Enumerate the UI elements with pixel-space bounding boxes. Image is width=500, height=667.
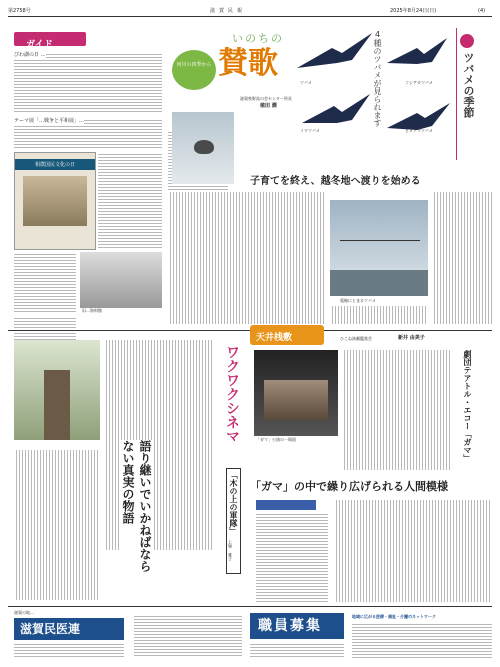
feature-title-small: いのちの [232, 32, 284, 45]
theater-series-badge [250, 325, 324, 345]
theater-stage-actors [264, 380, 328, 420]
theater-headline: 「ガマ」の中で繰り広げられる人間模様 [250, 480, 448, 493]
feature-side-title: ツバメの季節 [462, 52, 475, 118]
event-poster [14, 152, 96, 250]
feature-author-name: 植田 潤 [260, 103, 277, 109]
footer-org-contact [14, 642, 124, 658]
feature-body-left [168, 192, 326, 324]
guide-item-2-label: テーマ展「…戦争と平和展」… [14, 118, 85, 124]
theater-side-title: 劇団テアトル・エコー「ガマ」 [463, 350, 472, 462]
footer-org-banner [14, 618, 124, 640]
issue-number: 第2758号 [8, 8, 31, 14]
cinema-title: 「木の上の軍隊」 [226, 468, 241, 574]
feature-kicker-badge [172, 50, 216, 90]
theater-body-top [342, 350, 452, 470]
guide-item-3 [98, 152, 162, 248]
species-note: 4種のツバメが見られます [373, 30, 382, 127]
swallow-photo [172, 112, 234, 184]
wire-photo [330, 200, 428, 296]
theater-box-body [256, 512, 328, 602]
wire-line [340, 240, 420, 241]
header-rule [8, 16, 492, 17]
bird-label-1: ツバメ [300, 80, 312, 85]
feature-photo-caption: 電線にとまるツバメ [340, 298, 376, 303]
feature-kicker: 河川の四季から [176, 62, 212, 68]
cinema-author: 上堀 雅子 [228, 540, 233, 561]
event-poster-title: 相撲国民文化の日 [15, 159, 95, 170]
footer-hospital-list [134, 614, 242, 658]
theater-author: 新井 由美子 [398, 335, 425, 341]
theater-box-title-bar [256, 500, 316, 510]
footer-rule [8, 606, 492, 607]
side-title-badge [460, 34, 474, 48]
footer-recruit-details [250, 642, 344, 658]
page-number: (4) [478, 8, 486, 14]
feature-author-org: 滋賀県野鳥の会センター所長 [240, 96, 292, 101]
footer-org: 滋賀民医連 [20, 622, 81, 636]
cinema-tree-photo [14, 340, 100, 440]
footer-recruit: 職員募集 [258, 618, 322, 634]
theater-photo-caption: 「ガマ」公演の一場面 [256, 437, 296, 442]
guide-photo-caption: 旧…資料館 [82, 308, 102, 313]
feature-body-right [432, 192, 492, 324]
theater-body-bottom [334, 500, 492, 602]
footer-network: 地域に広がる医療・福祉・介護のネットワーク [352, 614, 436, 619]
footer-notice: 滋賀の地… [14, 610, 34, 615]
guide-item-1 [14, 52, 162, 114]
cinema-body-left [14, 450, 100, 600]
guide-item-4 [14, 252, 76, 312]
event-poster-image [23, 176, 87, 226]
feature-headline: 子育てを終え、越冬地へ渡りを始める [250, 176, 421, 187]
footer-recruit-banner [250, 613, 344, 639]
theater-author-org: ひこね演劇鑑賞会 [340, 336, 372, 341]
guide-label [14, 32, 86, 50]
guide-item-1-label: びわ湖の日 … [14, 52, 46, 58]
guide-photo [80, 252, 162, 308]
bird-label-3: イワツバメ [300, 128, 320, 133]
side-title-rule [456, 28, 457, 160]
publisher-name: 滋賀民報 [210, 8, 247, 14]
feature-title-big: 賛歌 [218, 46, 278, 81]
issue-date: 2025年8月24日(日) [390, 8, 437, 14]
theater-stage-photo [254, 350, 338, 436]
cinema-subtitle: 語り継いでいかねばならない真実の物語 [120, 440, 154, 580]
wire-photo-hills [330, 270, 428, 296]
bird-label-4: ヒメアマツバメ [405, 128, 433, 133]
footer-network-body [352, 622, 492, 658]
feature-body-mid [330, 306, 428, 324]
cinema-series: ワクワクシネマ [224, 345, 240, 443]
swallow-photo-bird [194, 140, 214, 154]
bird-label-2: コシアカツバメ [405, 80, 433, 85]
theater-series: 天井桟敷 [256, 333, 293, 343]
guide-title: ガイド [26, 40, 53, 50]
tree-trunk [44, 370, 70, 440]
